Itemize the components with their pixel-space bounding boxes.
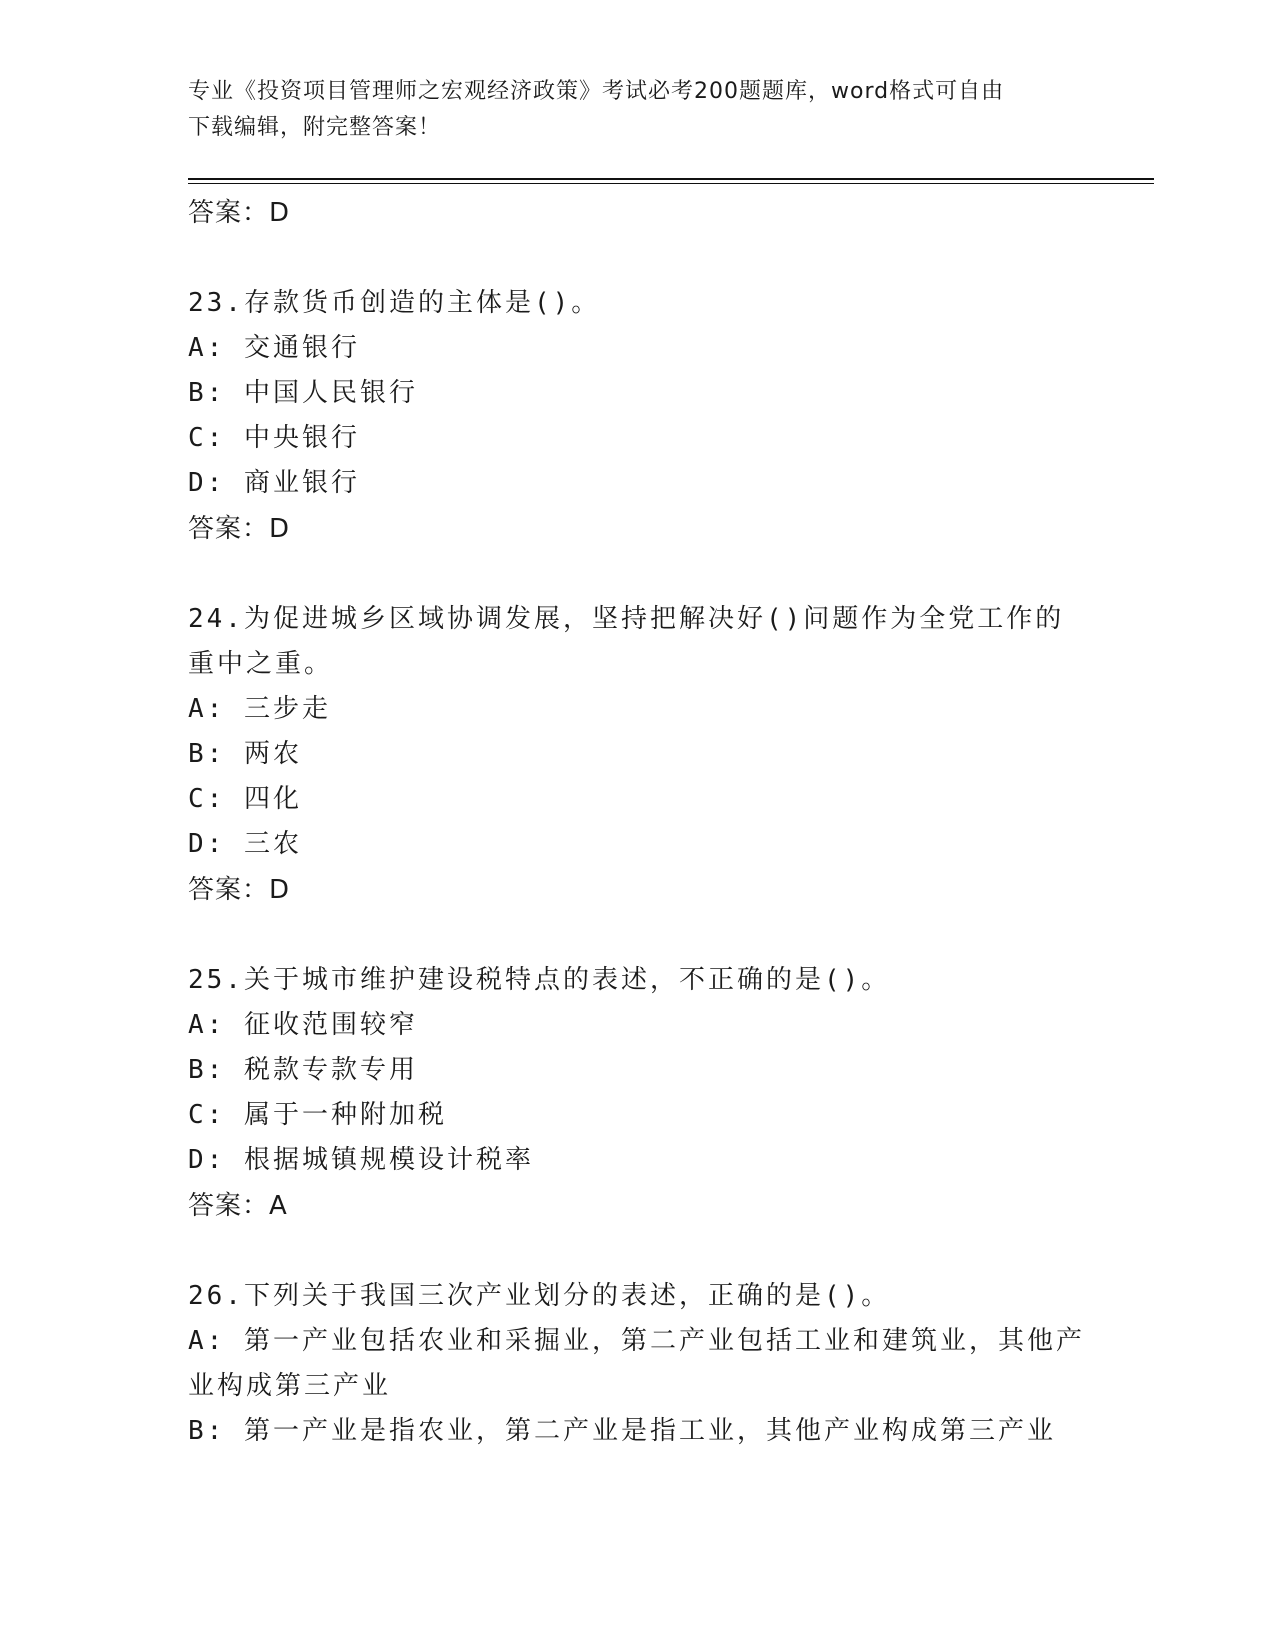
option-a: A: 第一产业包括农业和采掘业，第二产业包括工业和建筑业，其他产业构成第三产业 [188, 1326, 1085, 1401]
option-d: D: 三农 [188, 829, 302, 859]
option-c: C: 中央银行 [188, 423, 360, 453]
option-c: C: 四化 [188, 784, 302, 814]
option-b: B: 税款专款专用 [188, 1055, 418, 1085]
option-d: D: 根据城镇规模设计税率 [188, 1145, 534, 1175]
option-d: D: 商业银行 [188, 468, 360, 498]
question-text: 23.存款货币创造的主体是()。 [188, 288, 601, 318]
option-a: A: 交通银行 [188, 333, 360, 363]
question-text: 25.关于城市维护建设税特点的表述，不正确的是()。 [188, 965, 891, 995]
question-text: 26.下列关于我国三次产业划分的表述，正确的是()。 [188, 1281, 891, 1311]
question-text: 24.为促进城乡区域协调发展，坚持把解决好()问题作为全党工作的重中之重。 [188, 604, 1065, 679]
question-block-24 [188, 597, 1088, 913]
answer-line: 答案：D [188, 514, 291, 544]
answer-line: 答案：D [188, 198, 291, 228]
question-block-26 [188, 1274, 1088, 1454]
header-line-1: 专业《投资项目管理师之宏观经济政策》考试必考200题题库，word格式可自由 [188, 79, 1005, 104]
answer-line: 答案：D [188, 875, 291, 905]
option-a: A: 征收范围较窄 [188, 1010, 418, 1040]
option-b: B: 中国人民银行 [188, 378, 418, 408]
header-line-2: 下载编辑，附完整答案！ [188, 115, 442, 140]
header-rule-thick [188, 178, 1154, 180]
document-header [188, 74, 1078, 146]
option-c: C: 属于一种附加税 [188, 1100, 447, 1130]
answer-line: 答案：A [188, 1191, 288, 1221]
question-list [188, 188, 1088, 1454]
header-rule-thin [188, 183, 1154, 184]
question-block-23 [188, 281, 1088, 552]
question-block-25 [188, 958, 1088, 1229]
option-a: A: 三步走 [188, 694, 331, 724]
option-b: B: 第一产业是指农业，第二产业是指工业，其他产业构成第三产业 [188, 1416, 1056, 1446]
option-b: B: 两农 [188, 739, 302, 769]
